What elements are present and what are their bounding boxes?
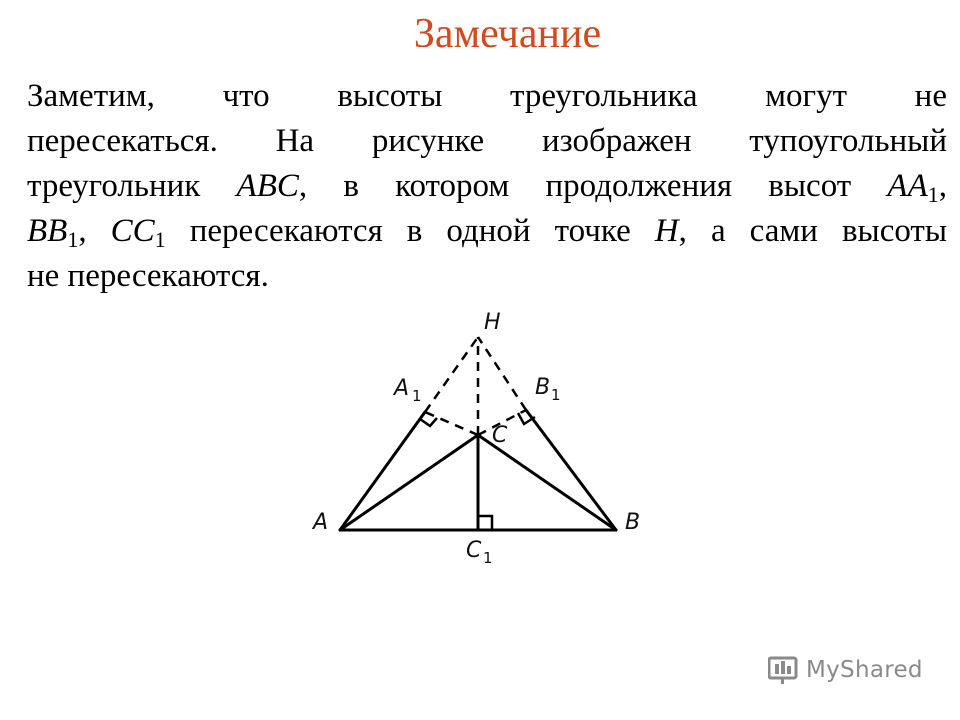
paragraph-line-2: пересекаться. На рисунке изображен тупоугольный	[27, 123, 947, 159]
presentation-icon	[768, 655, 800, 685]
right-angle-mark-c1	[478, 516, 492, 530]
altitude-bb1-sub: 1	[67, 227, 79, 252]
dashed-a1-h	[425, 337, 478, 412]
dashed-b1-h	[478, 337, 526, 410]
watermark-logo	[768, 655, 923, 685]
line-b-b1	[526, 410, 616, 530]
label-b1-sub: 1	[551, 386, 561, 404]
right-angle-mark-a1	[420, 418, 437, 426]
paragraph-line-5: не пересекаются.	[27, 258, 269, 294]
slide-title: Замечание	[413, 11, 602, 57]
label-c: C	[492, 423, 508, 448]
label-h: H	[484, 310, 501, 335]
line4-mid: пересекаются в одной точке	[165, 213, 655, 249]
label-a1: A	[394, 376, 410, 401]
label-c1: C	[466, 538, 482, 563]
point-h-text: H	[654, 213, 679, 249]
altitude-aa1: AA	[887, 168, 928, 204]
paragraph-line-1: Заметим, что высоты треугольника могут не	[27, 78, 947, 114]
altitude-bb1: BB	[27, 213, 68, 249]
label-a: A	[313, 510, 329, 535]
label-a1-sub: 1	[412, 387, 422, 405]
line3-end: ,	[938, 168, 947, 204]
watermark-text: MyShared	[806, 657, 923, 683]
line3-pre: треугольник	[27, 168, 237, 204]
altitude-cc1: CC	[110, 213, 155, 249]
line3-mid: , в котором продолжения высот	[298, 168, 888, 204]
line4-end: , а сами высоты	[678, 213, 947, 249]
altitude-cc1-sub: 1	[154, 227, 166, 252]
altitude-aa1-sub: 1	[927, 182, 939, 207]
label-b1: B	[535, 375, 551, 400]
side-ac	[340, 435, 478, 530]
side-bc	[478, 435, 616, 530]
label-b: B	[625, 510, 641, 535]
triangle-name: ABC	[236, 168, 299, 204]
line4-sep: ,	[78, 213, 111, 249]
label-c1-sub: 1	[483, 549, 493, 567]
line-a-a1	[340, 412, 425, 530]
right-angle-mark-b1	[518, 413, 535, 424]
